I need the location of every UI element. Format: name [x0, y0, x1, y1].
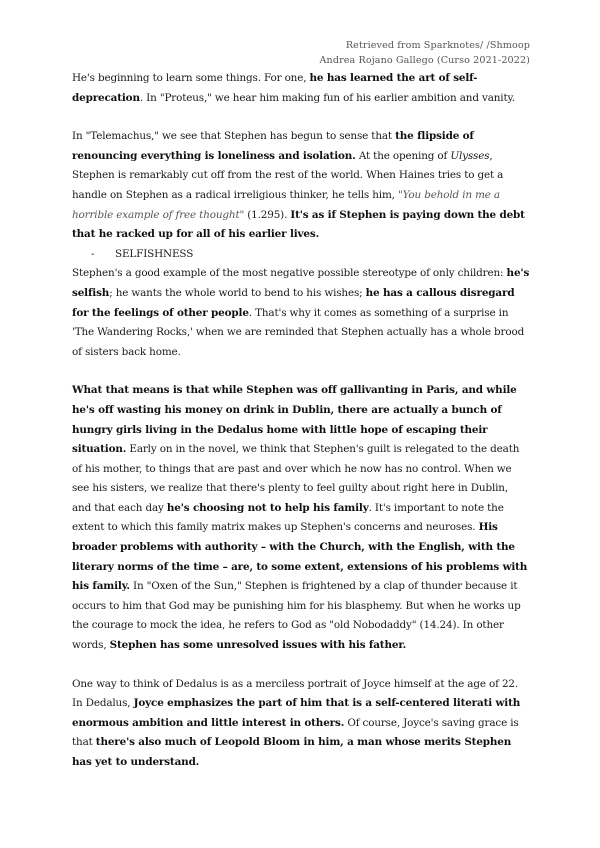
page-header	[72, 38, 530, 68]
document-body	[72, 69, 530, 773]
book-title: Ulysses	[450, 149, 490, 162]
bullet-selfishness	[72, 245, 530, 265]
paragraph-selfishness: Stephen's a good example of the most negative possible stereotype of only children: he's selfish; he wants the whole world to bend to his wishes; he has a callous disregard for the feelings of other people. That's why it comes as something of a surprise in 'The Wandering Rocks,' when we are reminded that Stephen actually has a whole brood of sisters back home.	[72, 267, 530, 358]
paragraph-self-deprecation: He's beginning to learn some things. For one, he has learned the art of self-deprecation. In "Proteus," we hear him making fun of his earlier ambition and vanity.	[72, 72, 515, 104]
paragraph-family: What that means is that while Stephen was off gallivanting in Paris, and while he's off wasting his money on drink in Dublin, there are actually a bunch of hungry girls living in the Dedalus home with little hope of escaping their situation. Early on in the novel, we think that Stephen's guilt is relegated to the death of his mother, to things that are past and over which he now has no control. When we see his sisters, we realize that there's plenty to feel guilty about right here in Dublin, and that each day he's choosing not to help his family. It's important to note the extent to which this family matrix makes up Stephen's concerns and neuroses. His broader problems with authority – with the Church, with the English, with the literary norms of the time – are, to some extent, extensions of his problems with his family. In "Oxen of the Sun," Stephen is frightened by a clap of thunder because it occurs to him that God may be punishing him for his blasphemy. But when he works up the courage to mock the idea, he refers to God as "old Nobodaddy" (14.24). In other words, Stephen has some unresolved issues with his father.	[72, 384, 528, 652]
quotation: "You behold in me a horrible example of free thought"	[72, 188, 500, 221]
paragraph-telemachus: In "Telemachus," we see that Stephen has begun to sense that the flipside of renouncing everything is loneliness and isolation. At the opening of Ulysses, Stephen is remarkably cut off from the rest of the world. When Haines tries to get a handle on Stephen as a radical irreligious thinker, he tells him, "You behold in me a horrible example of free thought" (1.295). It's as if Stephen is paying down the debt that he racked up for all of his earlier lives.	[72, 130, 525, 241]
paragraph-gap	[72, 108, 530, 127]
bullet-label: SELFISHNESS	[115, 247, 194, 260]
paragraph-gap	[72, 362, 530, 381]
paragraph-joyce-portrait: One way to think of Dedalus is as a merciless portrait of Joyce himself at the age of 22. In Dedalus, Joyce emphasizes the part of him that is a self-centered literati with enormous ambition and little interest in others. Of course, Joyce's saving grace is that there's also much of Leopold Bloom in him, a man whose merits Stephen has yet to understand.	[72, 677, 521, 768]
bullet-dash: -	[91, 247, 95, 260]
header-source: Retrieved from Sparknotes/ /Shmoop	[345, 40, 530, 51]
paragraph-gap	[72, 656, 530, 675]
header-author: Andrea Rojano Gallego (Curso 2021-2022)	[319, 55, 530, 66]
